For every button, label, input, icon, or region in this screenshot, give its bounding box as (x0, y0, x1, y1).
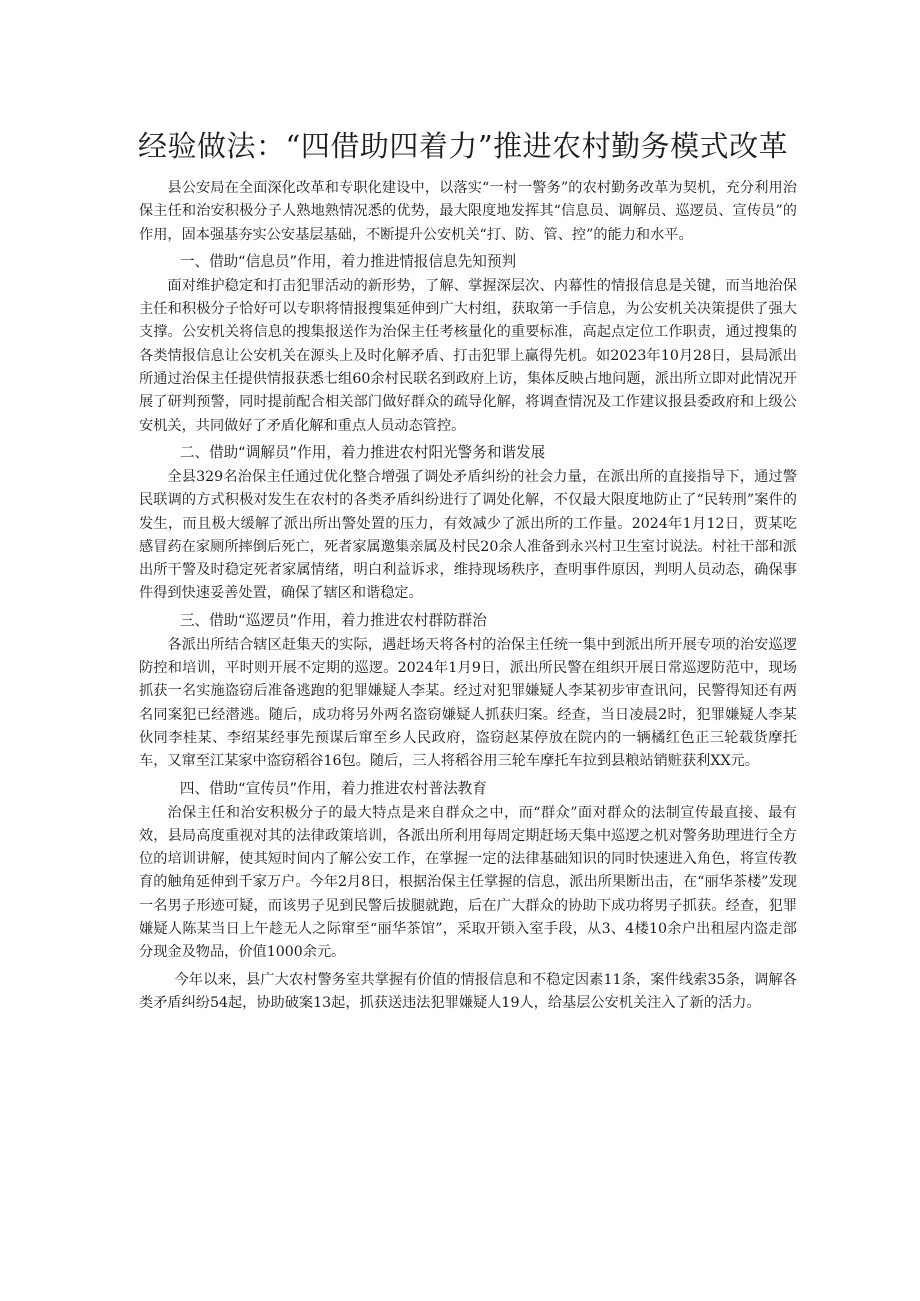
document-body (139, 177, 797, 1015)
intro-paragraph: 县公安局在全面深化改革和专职化建设中，以落实“一村一警务”的农村勤务改革为契机，充分利用治保主任和治安积极分子人熟地熟情况悉的优势，最大限度地发挥其“信息员、调解员、巡逻员、宣传员”的作用，固本强基夯实公安基层基础，不断提升公安机关“打、防、管、控”的能力和水平。 (139, 180, 797, 243)
section-2-paragraph: 全县329名治保主任通过优化整合增强了调处矛盾纠纷的社会力量，在派出所的直接指导下，通过警民联调的方式积极对发生在农村的各类矛盾纠纷进行了调处化解，不仅最大限度地防止了“民转刑”案件的发生，而且极大缓解了派出所出警处置的压力，有效减少了派出所的工作量。2024年1月12日，贾某吃感冒药在家厕所摔倒后死亡，死者家属邀集亲属及村民20余人准备到永兴村卫生室讨说法。村社干部和派出所干警及时稳定死者家属情绪，明白利益诉求，维持现场秩序，查明事件原因，判明人员动态，确保事件得到快速妥善处置，确保了辖区和谐稳定。 (139, 468, 797, 602)
closing-paragraph: 今年以来，县广大农村警务室共掌握有价值的情报信息和不稳定因素11条，案件线索35条，调解各类矛盾纠纷54起，协助破案13起，抓获送违法犯罪嫌疑人19人，给基层公安机关注入了新的活力。 (139, 971, 797, 1011)
section-4-paragraph: 治保主任和治安积极分子的最大特点是来自群众之中，而“群众”面对群众的法制宣传最直接、最有效，县局高度重视对其的法律政策培训，各派出所利用每周定期赶场天集中巡逻之机对警务助理进行全方位的培训讲解，使其短时间内了解公安工作，在掌握一定的法律基础知识的同时快速进入角色，将宣传教育的触角延伸到千家万户。今年2月8日，根据治保主任掌握的信息，派出所果断出击，在“丽华茶楼”发现一名男子形迹可疑，而该男子见到民警后拔腿就跑，后在广大群众的协助下成功将男子抓获。经查，犯罪嫌疑人陈某当日上午趁无人之际窜至“丽华茶馆”，采取开锁入室手段，从3、4楼10余户出租屋内盗走部分现金及物品，价值1000余元。 (139, 804, 797, 961)
section-1-paragraph: 面对维护稳定和打击犯罪活动的新形势，了解、掌握深层次、内幕性的情报信息是关键，而当地治保主任和积极分子恰好可以专职将情报搜集延伸到广大村组，获取第一手信息，为公安机关决策提供了强大支撑。公安机关将信息的搜集报送作为治保主任考核量化的重要标准，高起点定位工作职责，通过搜集的各类情报信息让公安机关在源头上及时化解矛盾、打击犯罪上赢得先机。如2023年10月28日，县局派出所通过治保主任提供情报获悉七组60余村民联名到政府上访，集体反映占地问题，派出所立即对此情况开展了研判预警，同时提前配合相关部门做好群众的疏导化解，将调查情况及工作建议报县委政府和上级公安机关，共同做好了矛盾化解和重点人员动态管控。 (139, 277, 797, 434)
document-title: 经验做法：“四借助四着力”推进农村勤务模式改革 (138, 129, 789, 163)
section-3-heading: 三、借助“巡逻员”作用，着力推进农村群防群治 (179, 611, 487, 629)
section-2-heading: 二、借助“调解员”作用，着力推进农村阳光警务和谐发展 (179, 443, 546, 461)
section-1-heading: 一、借助“信息员”作用，着力推进情报信息先知预判 (179, 252, 517, 270)
section-3-paragraph: 各派出所结合辖区赶集天的实际，遇赶场天将各村的治保主任统一集中到派出所开展专项的治安巡逻防控和培训，平时则开展不定期的巡逻。2024年1月9日，派出所民警在组织开展日常巡逻防范中，现场抓获一名实施盗窃后准备逃跑的犯罪嫌疑人李某。经过对犯罪嫌疑人李某初步审查讯问，民警得知还有两名同案犯已经潜逃。随后，成功将另外两名盗窃嫌疑人抓获归案。经查，当日凌晨2时，犯罪嫌疑人李某伙同李桂某、李绍某经事先预谋后窜至乡人民政府，盗窃赵某停放在院内的一辆橘红色正三轮载货摩托车，又窜至江某家中盗窃稻谷16包。随后，三人将稻谷用三轮车摩托车拉到县粮站销赃获利XX元。 (139, 636, 797, 770)
section-4-heading: 四、借助“宣传员”作用，着力推进农村普法教育 (179, 779, 487, 797)
